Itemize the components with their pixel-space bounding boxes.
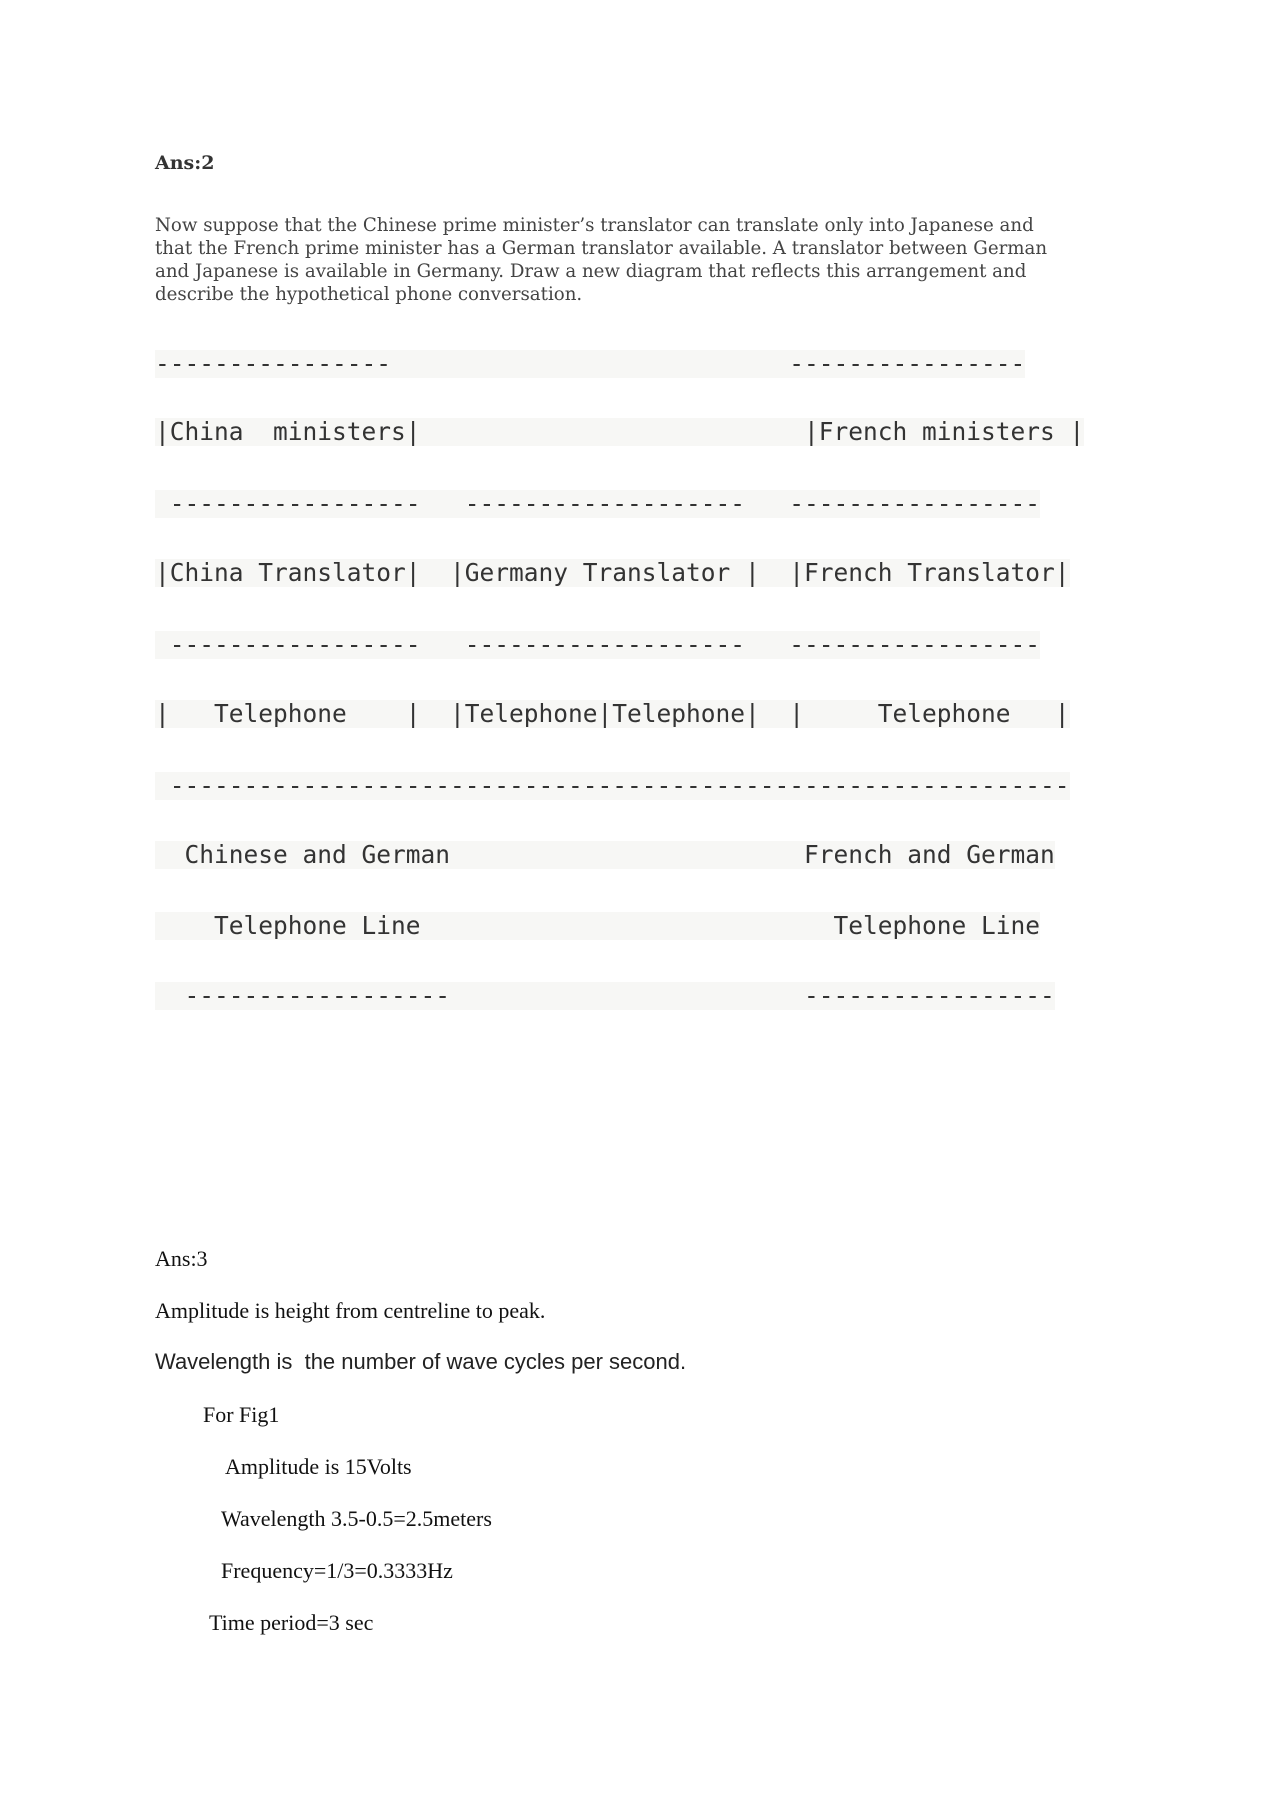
diagram-line: | Telephone | |Telephone|Telephone| | Telephone | xyxy=(155,699,1070,728)
wavelength-value: Wavelength 3.5-0.5=2.5meters xyxy=(221,1506,492,1531)
amplitude-definition: Amplitude is height from centreline to peak. xyxy=(155,1298,546,1323)
diagram-line: |China ministers| |French ministers | xyxy=(155,417,1085,446)
diagram-line: ------------------ ----------------- xyxy=(155,981,1055,1010)
diagram-line: Telephone Line Telephone Line xyxy=(155,911,1041,940)
diagram-line: ----------------- ------------------- ----------------- xyxy=(155,630,1041,659)
ans2-question-paragraph: Now suppose that the Chinese prime minister’s translator can translate only into Japanese and that the French prime minister has a German translator available. A translator between German and Japanese is available in Germany. Draw a new diagram that reflects this arrangement and describe the hypothetical phone conversation. xyxy=(155,215,1048,305)
ans3-heading: Ans:3 xyxy=(155,1246,208,1271)
fig-label: For Fig1 xyxy=(203,1402,280,1427)
diagram-line: |China Translator| |Germany Translator | |French Translator| xyxy=(155,558,1070,587)
time-period-value: Time period=3 sec xyxy=(209,1610,374,1635)
frequency-value: Frequency=1/3=0.3333Hz xyxy=(221,1558,453,1583)
diagram-line: ---------------- ---------------- xyxy=(155,349,1026,378)
diagram-line: ------------------------------------------------------------- xyxy=(155,771,1070,800)
diagram-line: ----------------- ------------------- ----------------- xyxy=(155,489,1041,518)
amplitude-value: Amplitude is 15Volts xyxy=(225,1454,412,1479)
diagram-line: Chinese and German French and German xyxy=(155,840,1055,869)
wavelength-definition: Wavelength is the number of wave cycles per second. xyxy=(155,1349,687,1374)
ans2-heading: Ans:2 xyxy=(155,152,215,174)
